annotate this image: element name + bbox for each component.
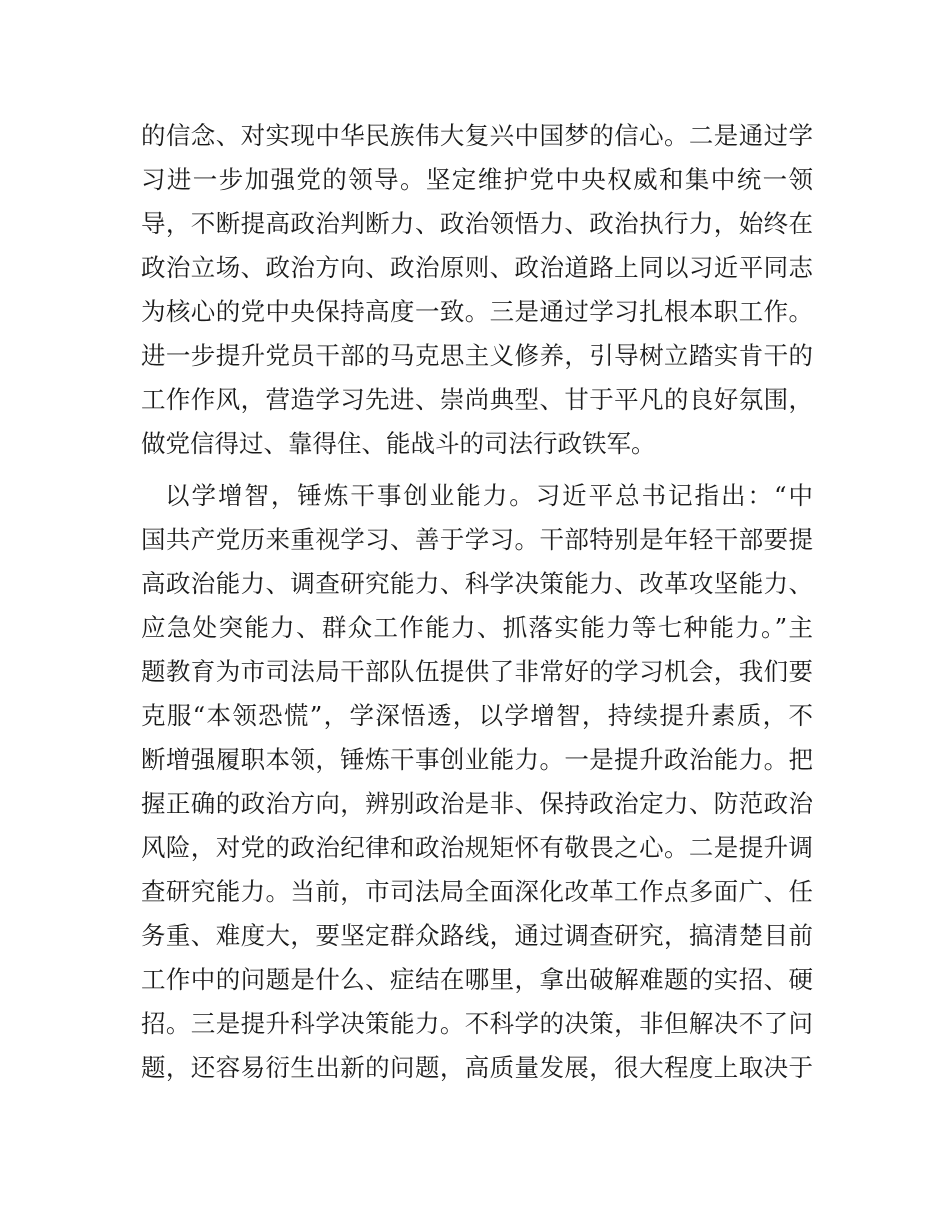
paragraph-2-line-13: 招。三是提升科学决策能力。不科学的决策，非但解决不了问 [141,1009,813,1038]
paragraph-1-line-6: 进一步提升党员干部的马克思主义修养，引导树立踏实肯干的 [141,341,813,370]
paragraph-2-line-4: 应急处突能力、群众工作能力、抓落实能力等七种能力。”主 [141,613,813,642]
paragraph-2-line-10: 查研究能力。当前，市司法局全面深化改革工作点多面广、任 [141,877,813,906]
paragraph-2-line-7: 断增强履职本领，锤炼干事创业能力。一是提升政治能力。把 [141,745,813,774]
paragraph-2-line-6: 克服“本领恐慌”，学深悟透，以学增智，持续提升素质，不 [141,701,813,730]
paragraph-2-line-3: 高政治能力、调查研究能力、科学决策能力、改革攻坚能力、 [141,569,813,598]
paragraph-2-line-2: 国共产党历来重视学习、善于学习。干部特别是年轻干部要提 [141,525,813,554]
paragraph-1-line-4: 政治立场、政治方向、政治原则、政治道路上同以习近平同志 [141,253,813,282]
paragraph-1-line-5: 为核心的党中央保持高度一致。三是通过学习扎根本职工作。 [141,297,813,326]
paragraph-2-line-12: 工作中的问题是什么、症结在哪里，拿出破解难题的实招、硬 [141,965,813,994]
paragraph-1-line-7: 工作作风，营造学习先进、崇尚典型、甘于平凡的良好氛围， [141,385,813,414]
paragraph-2-line-11: 务重、难度大，要坚定群众路线，通过调查研究，搞清楚目前 [141,921,813,950]
paragraph-1-line-2: 习进一步加强党的领导。坚定维护党中央权威和集中统一领 [141,165,813,194]
paragraph-1-line-8: 做党信得过、靠得住、能战斗的司法行政铁军。 [141,429,656,458]
paragraph-2-line-5: 题教育为市司法局干部队伍提供了非常好的学习机会，我们要 [141,657,813,686]
paragraph-1-line-3: 导，不断提高政治判断力、政治领悟力、政治执行力，始终在 [141,209,813,238]
paragraph-2-line-8: 握正确的政治方向，辨别政治是非、保持政治定力、防范政治 [141,789,813,818]
paragraph-2-line-14: 题，还容易衍生出新的问题，高质量发展，很大程度上取决于 [141,1053,813,1082]
paragraph-2-line-1: 以学增智，锤炼干事创业能力。习近平总书记指出：“中 [165,481,813,510]
paragraph-2-line-9: 风险，对党的政治纪律和政治规矩怀有敬畏之心。二是提升调 [141,833,813,862]
paragraph-1-line-1: 的信念、对实现中华民族伟大复兴中国梦的信心。二是通过学 [141,121,813,150]
